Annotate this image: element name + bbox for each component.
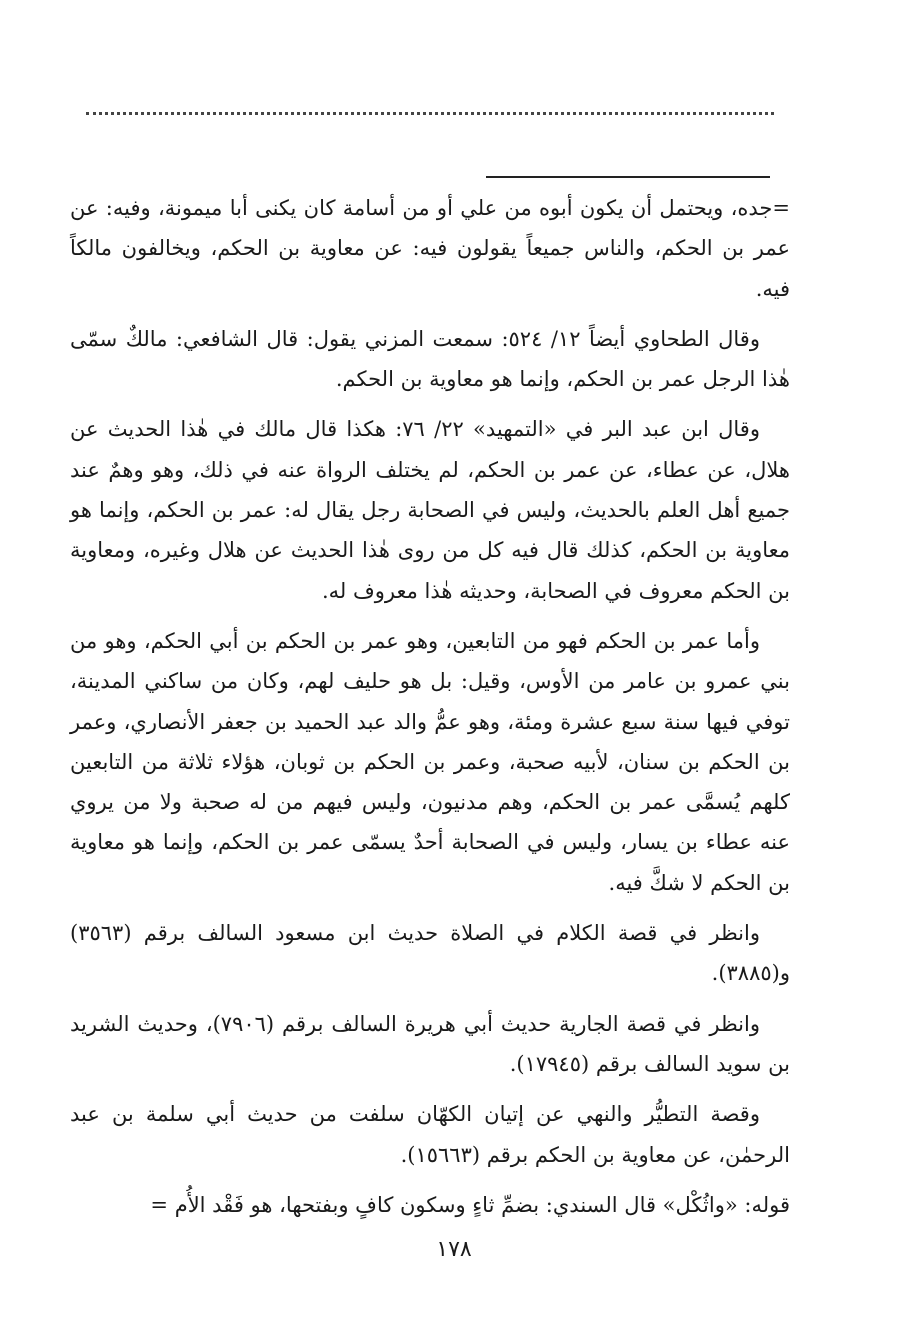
footnote-paragraph: وانظر في قصة الجارية حديث أبي هريرة السالف برقم (٧٩٠٦)، وحديث الشريد بن سويد السالف برقم (١٧٩٤٥). [70, 1011, 790, 1076]
footnote-paragraph: وانظر في قصة الكلام في الصلاة حديث ابن مسعود السالف برقم (٣٥٦٣) و(٣٨٨٥). [70, 921, 790, 986]
footnote-paragraph: قوله: «واثُكْل» قال السندي: بضمِّ ثاءٍ وسكون كافٍ وبفتحها، هو فَقْد الأُم = [150, 1192, 790, 1217]
footnote-paragraph: =جده، ويحتمل أن يكون أبوه من علي أو من أسامة كان يكنى أبا ميمونة، وفيه: عن عمر بن الحكم، والناس جميعاً يقولون فيه: عن معاوية بن الحكم، ويخالفون مالكاً فيه. [70, 196, 790, 301]
footnote-text [70, 188, 790, 1235]
page-number: ١٧٨ [436, 1237, 472, 1262]
footnote-separator [486, 176, 770, 178]
footnote-paragraph: وقال الطحاوي أيضاً ١٢/ ٥٢٤: سمعت المزني يقول: قال الشافعي: مالكٌ سمّى هٰذا الرجل عمر بن الحكم، وإنما هو معاوية بن الحكم. [70, 326, 790, 392]
footnote-paragraph: وأما عمر بن الحكم فهو من التابعين، وهو عمر بن الحكم بن أبي الحكم، وهو من بني عمرو بن عامر من الأوس، وقيل: بل هو حليف لهم، وكان من ساكني المدينة، توفي فيها سنة سبع عشرة ومئة، وهو عمُّ والد عبد الحميد بن جعفر الأنصاري، وعمر بن الحكم بن سنان، لأبيه صحبة، وعمر بن الحكم بن ثوبان، هؤلاء ثلاثة من التابعين كلهم يُسمَّى عمر بن الحكم، وهم مدنيون، وليس فيهم من له صحبة ولا من يروي عنه عطاء بن يسار، وليس في الصحابة أحدٌ يسمّى عمر بن الحكم، وإنما هو معاوية بن الحكم لا شكَّ فيه. [70, 628, 790, 895]
dotted-separator [86, 112, 774, 115]
footnote-paragraph: وقصة التطيُّر والنهي عن إتيان الكهّان سلفت من حديث أبي سلمة بن عبد الرحمٰن، عن معاوية بن الحكم برقم (١٥٦٦٣). [70, 1102, 790, 1167]
footnote-paragraph: وقال ابن عبد البر في «التمهيد» ٢٢/ ٧٦: هكذا قال مالك في هٰذا الحديث عن هلال، عن عطاء، عن عمر بن الحكم، لم يختلف الرواة عنه في ذلك، وهو وهمٌ عند جميع أهل العلم بالحديث، وليس في الصحابة رجل يقال له: عمر بن الحكم، وإنما هو معاوية بن الحكم، كذلك قال فيه كل من روى هٰذا الحديث عن هلال وغيره، ومعاوية بن الحكم معروف في الصحابة، وحديثه هٰذا معروف له. [70, 417, 790, 603]
